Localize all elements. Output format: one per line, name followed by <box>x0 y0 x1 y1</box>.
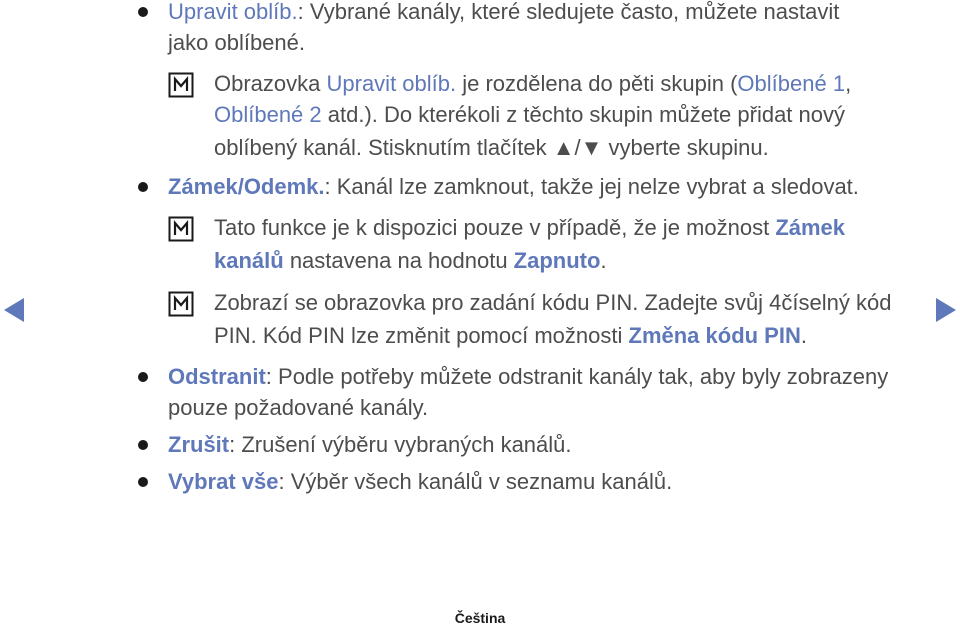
highlight-term: Upravit oblíb. <box>326 71 457 96</box>
item-text: : Kanál lze zamknout, takže jej nelze vybrat a sledovat. <box>324 174 859 199</box>
bullet-icon <box>138 182 148 192</box>
note-text: Oblíbené 2 atd.). Do kterékoli z těchto skupin můžete přidat nový <box>214 102 845 127</box>
note-icon <box>168 72 194 98</box>
note-icon <box>168 291 194 317</box>
highlight-term: Oblíbené 2 <box>214 102 322 127</box>
item-text: : Podle potřeby můžete odstranit kanály tak, aby byly zobrazeny <box>265 364 889 389</box>
item-delete <box>168 362 888 392</box>
item-text: : Vybrané kanály, které sledujete často, můžete nastavit <box>297 0 840 24</box>
note-text: Tato funkce je k dispozici pouze v případě, že je možnost Zámek <box>214 215 846 240</box>
highlight-term: kanálů <box>214 248 284 273</box>
item-text: : Zrušení výběru vybraných kanálů. <box>229 432 572 457</box>
note-text: oblíbený kanál. Stisknutím tlačítek ▲/▼ vyberte skupinu. <box>214 135 769 160</box>
item-continuation: pouze požadované kanály. <box>168 395 429 420</box>
item-continuation: jako oblíbené. <box>168 30 305 55</box>
next-page-arrow-icon[interactable] <box>934 297 958 323</box>
highlight-term: Oblíbené 1 <box>737 71 846 96</box>
page-footer-language: Čeština <box>454 610 506 626</box>
highlight-term: Zámek <box>775 215 846 240</box>
item-lock-unlock <box>168 172 859 202</box>
item-select-all <box>168 467 672 497</box>
note-text: Obrazovka Upravit oblíb. je rozdělena do pěti skupin (Oblíbené 1, <box>214 71 852 96</box>
note-text: PIN. Kód PIN lze změnit pomocí možnosti Změna kódu PIN. <box>214 323 807 348</box>
item-text: : Výběr všech kanálů v seznamu kanálů. <box>278 469 673 494</box>
note-text: Zobrazí se obrazovka pro zadání kódu PIN. Zadejte svůj 4číselný kód <box>214 290 892 315</box>
item-label: Upravit oblíb. <box>168 0 298 24</box>
highlight-term: Změna kódu PIN <box>628 323 801 348</box>
item-label: Odstranit <box>168 364 266 389</box>
bullet-icon <box>138 372 148 382</box>
highlight-term: Zapnuto <box>513 248 601 273</box>
item-edit-favourites <box>168 0 839 27</box>
item-label: Zrušit <box>168 432 230 457</box>
prev-page-arrow-icon[interactable] <box>2 297 26 323</box>
bullet-icon <box>138 477 148 487</box>
bullet-icon <box>138 440 148 450</box>
note-icon <box>168 216 194 242</box>
note-text: kanálů nastavena na hodnotu Zapnuto. <box>214 248 607 273</box>
bullet-icon <box>138 7 148 17</box>
item-label: Zámek/Odemk. <box>168 174 325 199</box>
item-label: Vybrat vše <box>168 469 279 494</box>
item-cancel <box>168 430 572 460</box>
